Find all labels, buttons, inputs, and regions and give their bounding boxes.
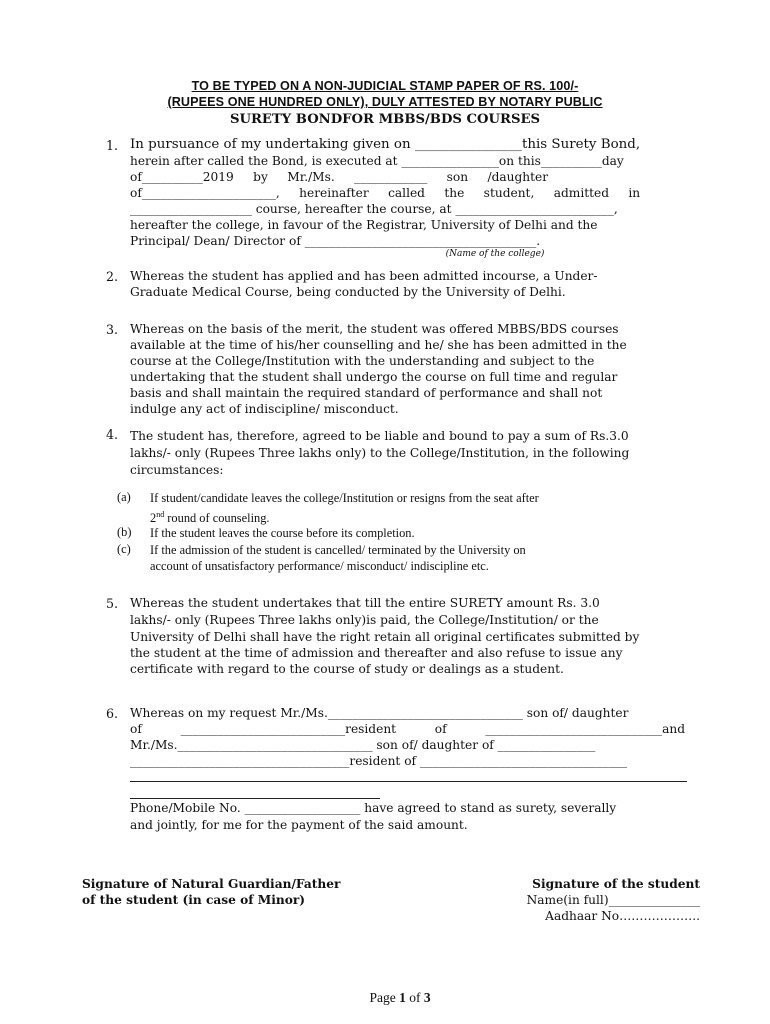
item-3-line-3: course at the College/Institution with the understanding and subject to the — [130, 354, 595, 368]
student-signature-label: Signature of the student — [532, 877, 700, 891]
item-6-final-line: and jointly, for me for the payment of the said amount. — [130, 818, 468, 832]
item-1-line-3: of__________2019 by Mr./Ms. ____________ son /daughter — [130, 170, 549, 184]
header-line-1: TO BE TYPED ON A NON-JUDICIAL STAMP PAPER OF RS. 100/- — [191, 79, 579, 93]
item-1-first-line: In pursuance of my undertaking given on ________________this Surety Bond, — [130, 137, 641, 152]
ordinal-number: 2 — [150, 511, 157, 526]
page-total: 3 — [423, 990, 431, 1005]
item-6-line-3: Mr./Ms.________________________________ son of/ daughter of ________________ — [130, 738, 596, 752]
sub-item-label-c: (c) — [117, 542, 131, 556]
item-1-line-4: of______________________, hereinafter called the student, admitted in — [130, 186, 641, 200]
item-1-line-6: hereafter the college, in favour of the Registrar, University of Delhi and the — [130, 218, 598, 232]
item-6-line-2: of ___________________________resident of _____________________________and — [130, 722, 686, 736]
item-1-line-5: ____________________ course, hereafter the course, at __________________________, — [130, 202, 618, 216]
item-6-line-4: ____________________________________resident of __________________________________ — [130, 754, 628, 768]
page-current: 1 — [399, 990, 406, 1005]
item-number-4: 4. — [106, 427, 119, 442]
item-3-line-4: undertaking that the student shall undergo the course on full time and regular — [130, 370, 618, 384]
item-4-line-1: The student has, therefore, agreed to be liable and bound to pay a sum of Rs.3.0 — [130, 429, 629, 443]
sub-item-a-line-2 — [150, 507, 700, 526]
item-2-line-2: Graduate Medical Course, being conducted by the University of Delhi. — [130, 285, 566, 299]
item-6-phone-line: Phone/Mobile No. ___________________ have agreed to stand as surety, severally — [130, 801, 617, 815]
student-aadhaar-field: Aadhaar No……………….. — [545, 909, 700, 923]
sub-item-c-line-2: account of unsatisfactory performance/ misconduct/ indiscipline etc. — [150, 559, 489, 573]
item-5-line-2: lakhs/- only (Rupees Three lakhs only)is paid, the College/Institution/ or the — [130, 613, 599, 627]
student-name-field: Name(in full)_______________ — [526, 893, 700, 907]
item-4-line-3: circumstances: — [130, 463, 224, 477]
page-number — [0, 990, 770, 1006]
item-5-line-1: Whereas the student undertakes that till the entire SURETY amount Rs. 3.0 — [130, 596, 600, 610]
sub-item-a-line-1: If student/candidate leaves the college/Institution or resigns from the seat after — [150, 491, 539, 505]
item-3-line-5: basis and shall maintain the required standard of performance and shall not — [130, 386, 603, 400]
sub-item-b-line-1: If the student leaves the course before its completion. — [150, 526, 415, 540]
item-number-3: 3. — [106, 322, 119, 337]
item-5-line-5: certificate with regard to the course of study or dealings as a student. — [130, 662, 564, 676]
item-2-line-1: Whereas the student has applied and has been admitted incourse, a Under- — [130, 269, 598, 283]
guardian-signature-sublabel: of the student (in case of Minor) — [82, 893, 306, 907]
sub-item-c-line-1: If the admission of the student is cancelled/ terminated by the University on — [150, 543, 526, 557]
item-5-line-4: the student at the time of admission and thereafter and also refuse to issue any — [130, 646, 623, 660]
item-1-line-7: Principal/ Dean/ Director of ______________________________________. — [130, 234, 541, 248]
item-number-5: 5. — [106, 596, 119, 611]
sub-item-a-text-end: round of counseling. — [164, 511, 270, 526]
item-5-line-3: University of Delhi shall have the right retain all original certificates submitted by — [130, 630, 640, 644]
page-prefix: Page — [369, 990, 400, 1005]
page-of: of — [405, 990, 424, 1005]
blank-line-1 — [130, 781, 687, 782]
item-3-line-2: available at the time of his/her counselling and he/ she has been admitted in the — [130, 338, 627, 352]
item-4-line-2: lakhs/- only (Rupees Three lakhs only) to the College/Institution, in the following — [130, 446, 630, 460]
item-number-1: 1. — [106, 138, 119, 153]
sub-item-label-b: (b) — [117, 525, 132, 539]
sub-item-label-a: (a) — [117, 490, 131, 504]
college-name-note: (Name of the college) — [445, 249, 545, 259]
blank-line-2 — [130, 798, 380, 799]
item-number-2: 2. — [106, 269, 119, 284]
document-title: SURETY BONDFOR MBBS/BDS COURSES — [229, 112, 541, 127]
item-number-6: 6. — [106, 706, 119, 721]
item-1-line-2: herein after called the Bond, is executed at ________________on this__________day — [130, 154, 624, 168]
header-line-2: (RUPEES ONE HUNDRED ONLY), DULY ATTESTED BY NOTARY PUBLIC — [167, 95, 603, 109]
item-3-line-1: Whereas on the basis of the merit, the student was offered MBBS/BDS courses — [130, 322, 619, 336]
guardian-signature-label: Signature of Natural Guardian/Father — [82, 877, 341, 891]
item-3-line-6: indulge any act of indiscipline/ misconduct. — [130, 402, 399, 416]
ordinal-suffix: nd — [156, 510, 165, 519]
item-6-line-1: Whereas on my request Mr./Ms.________________________________ son of/ daughter — [130, 706, 629, 720]
